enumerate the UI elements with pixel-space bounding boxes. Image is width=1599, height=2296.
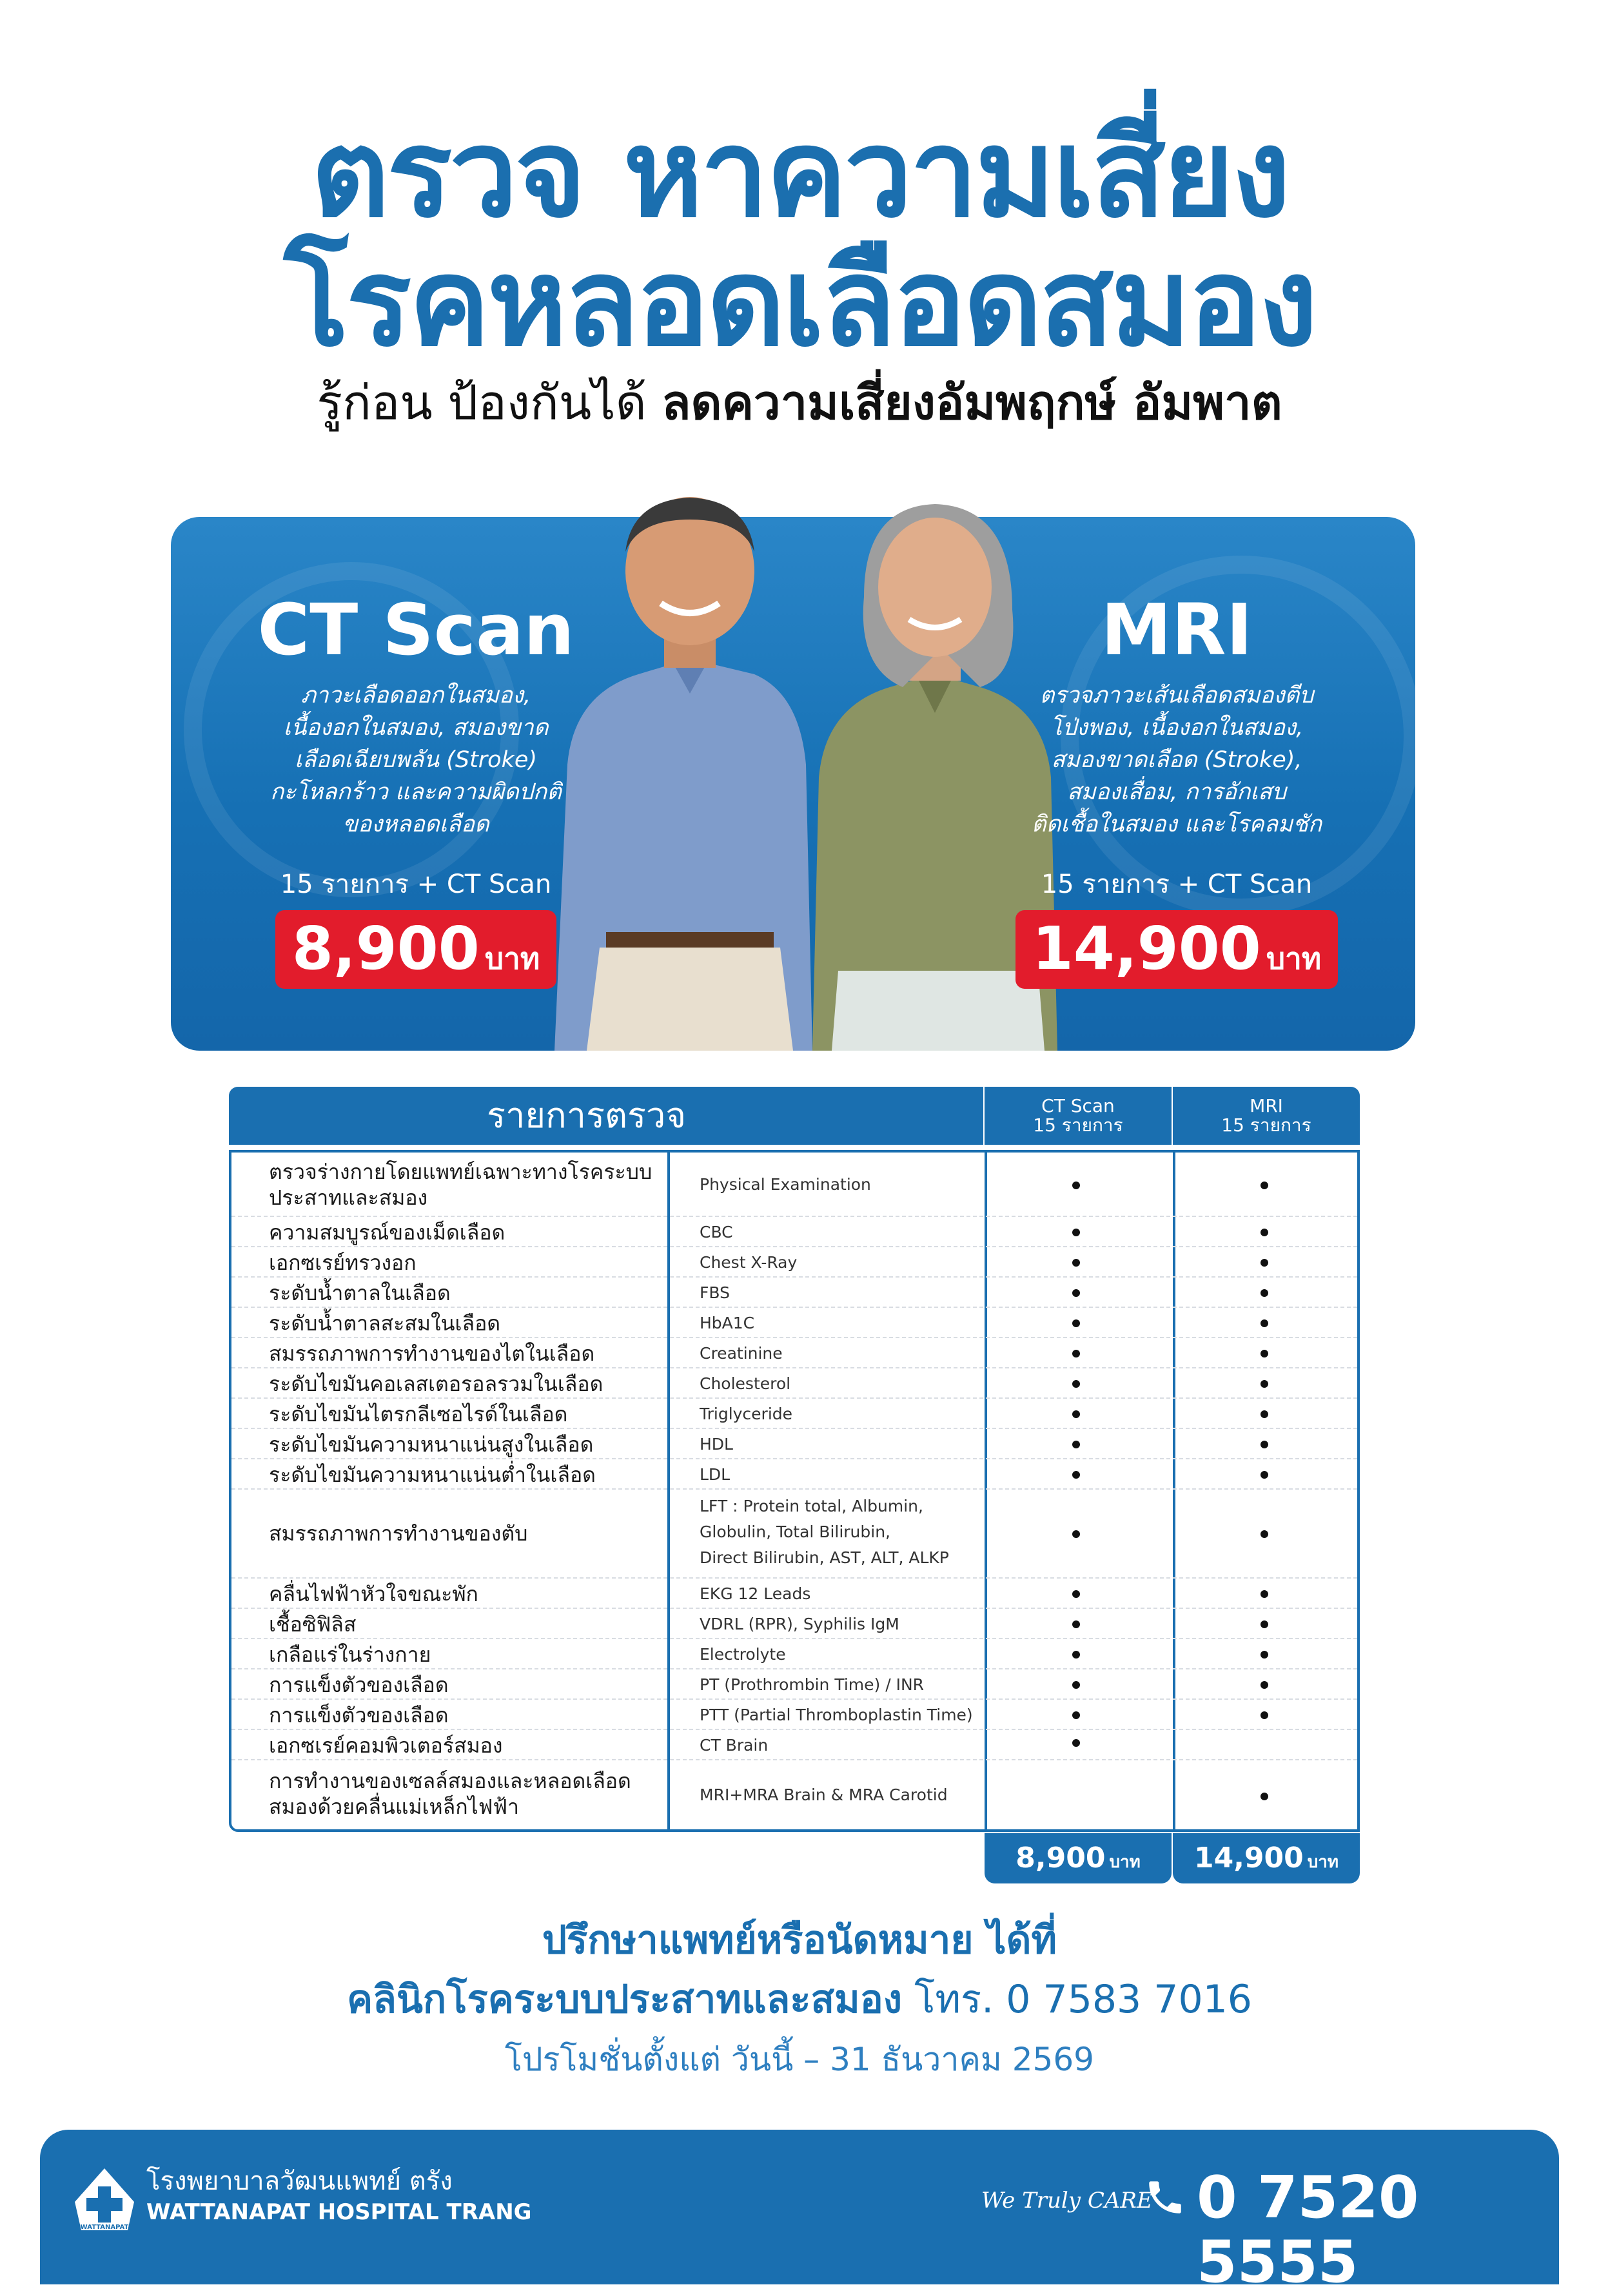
table-header-mri-name: MRI (1250, 1095, 1283, 1116)
mri-included-dot (1261, 1229, 1268, 1236)
checkup-table (229, 1150, 1360, 1832)
ct-desc-line: ของหลอดเลือด (342, 812, 489, 837)
mri-included-dot (1261, 1350, 1268, 1357)
table-row (231, 1760, 1357, 1832)
row-thai-label: ตรวจร่างกายโดยแพทย์เฉพาะทางโรคระบบ ประสาทและสมอง (269, 1160, 652, 1210)
table-header-ct-name: CT Scan (1041, 1095, 1115, 1116)
mri-included-dot (1261, 1319, 1268, 1327)
table-row (231, 1609, 1357, 1639)
row-english-label: LDL (700, 1465, 731, 1484)
title-line-1: ตรวจ หาความเสี่ยง (311, 103, 1288, 244)
row-english-label: Electrolyte (700, 1645, 786, 1664)
ct-included-dot (1072, 1471, 1080, 1479)
table-row (231, 1490, 1357, 1579)
row-english-label: Triglyceride (700, 1405, 793, 1423)
ct-included-dot (1072, 1410, 1080, 1418)
table-row (231, 1700, 1357, 1730)
clinic-name: คลินิกโรคระบบประสาทและสมอง (347, 1977, 903, 2022)
ct-included-dot (1072, 1651, 1080, 1659)
ct-included-dot (1072, 1441, 1080, 1448)
mri-included-dot (1261, 1620, 1268, 1628)
table-header-ct (985, 1087, 1172, 1145)
mri-included-dot (1261, 1410, 1268, 1418)
row-thai-label: เชื้อซิฟิลิส (269, 1612, 357, 1637)
contact-heading: ปรึกษาแพทย์หรือนัดหมาย ได้ที่ (542, 1918, 1057, 1963)
row-thai-label: สมรรถภาพการทำงานของตับ (269, 1521, 528, 1546)
mri-included-dot (1261, 1651, 1268, 1659)
phone-icon (1144, 2176, 1186, 2219)
mri-desc-line: สมองเสื่อม, การอักเสบ (1067, 779, 1286, 805)
row-english-label: EKG 12 Leads (700, 1584, 811, 1603)
mri-included-dot (1261, 1793, 1268, 1800)
subtitle (0, 371, 1599, 435)
ct-included-dot (1072, 1739, 1080, 1747)
row-thai-label: ระดับไขมันความหนาแน่นสูงในเลือด (269, 1432, 594, 1457)
table-header-ct-count: 15 รายการ (1033, 1114, 1123, 1136)
mri-included-dot (1261, 1530, 1268, 1538)
row-thai-label: ระดับไขมันความหนาแน่นต่ำในเลือด (269, 1463, 596, 1487)
row-english-label: PT (Prothrombin Time) / INR (700, 1675, 925, 1694)
table-row (231, 1399, 1357, 1429)
row-english-label: MRI+MRA Brain & MRA Carotid (700, 1785, 948, 1804)
row-thai-label: การแข็งตัวของเลือด (269, 1673, 449, 1697)
mri-package (970, 588, 1383, 989)
ct-price-unit: บาท (484, 941, 540, 976)
ct-included-dot (1072, 1530, 1080, 1538)
ct-included-dot (1072, 1711, 1080, 1719)
table-row (231, 1368, 1357, 1399)
mri-package-description (970, 679, 1383, 841)
mri-total-price: 14,900 บาท (1173, 1833, 1360, 1883)
mri-included-dot (1261, 1441, 1268, 1448)
mri-included-dot (1261, 1380, 1268, 1388)
table-row (231, 1579, 1357, 1609)
row-thai-label: ระดับไขมันไตรกลีเซอไรด์ในเลือด (269, 1402, 568, 1426)
clinic-phone[interactable]: โทร. 0 7583 7016 (902, 1977, 1252, 2022)
hospital-phone[interactable]: 0 7520 5555 (1197, 2164, 1419, 2296)
row-english-label: Creatinine (700, 1344, 783, 1363)
subtitle-bold: ลดความเสี่ยงอัมพฤกษ์ อัมพาต (662, 375, 1282, 431)
row-thai-label: การทำงานของเซลล์สมองและหลอดเลือด สมองด้วยคลื่นแม่เหล็กไฟฟ้า (269, 1769, 631, 1819)
hospital-name-english: WATTANAPAT HOSPITAL TRANG (146, 2199, 532, 2225)
ct-desc-line: ภาวะเลือดออกในสมอง, (300, 683, 531, 708)
footer-bar (40, 2130, 1559, 2296)
hospital-logo-icon (72, 2166, 137, 2233)
table-header-main: รายการตรวจ (229, 1087, 983, 1145)
tagline: We Truly CARE (981, 2188, 1153, 2213)
ct-total-price: 8,900 บาท (985, 1833, 1172, 1883)
table-row (231, 1459, 1357, 1490)
mri-desc-line: ตรวจภาวะเส้นเลือดสมองตีบ (1039, 683, 1314, 708)
mri-price-badge (1015, 910, 1338, 989)
ct-included-dot (1072, 1620, 1080, 1628)
mri-package-count: 15 รายการ + CT Scan (1041, 870, 1313, 899)
table-row (231, 1730, 1357, 1760)
ct-included-dot (1072, 1182, 1080, 1189)
table-row (231, 1217, 1357, 1247)
row-thai-label: ระดับไขมันคอเลสเตอรอลรวมในเลือด (269, 1372, 603, 1396)
row-thai-label: ระดับน้ำตาลสะสมในเลือด (269, 1311, 501, 1336)
table-row (231, 1308, 1357, 1338)
row-english-label: Physical Examination (700, 1175, 871, 1194)
ct-included-dot (1072, 1319, 1080, 1327)
package-banner (171, 517, 1415, 1051)
ct-package (210, 588, 622, 989)
mri-included-dot (1261, 1259, 1268, 1267)
row-english-label: LFT : Protein total, Albumin, Globulin, Total Bilirubin, Direct Bilirubin, AST, ALT, ALKP (700, 1497, 949, 1567)
row-english-label: HDL (700, 1435, 733, 1454)
table-row (231, 1153, 1357, 1217)
row-thai-label: ระดับน้ำตาลในเลือด (269, 1281, 451, 1305)
ct-price: 8,900 (291, 914, 480, 983)
mri-desc-line: สมองขาดเลือด (Stroke), (1051, 747, 1302, 773)
ct-included-dot (1072, 1590, 1080, 1598)
table-row (231, 1429, 1357, 1459)
mri-included-dot (1261, 1471, 1268, 1479)
mri-price: 14,900 (1032, 914, 1261, 983)
ct-package-count: 15 รายการ + CT Scan (280, 870, 552, 899)
mri-desc-line: ติดเชื้อในสมอง และโรคลมชัก (1031, 812, 1322, 837)
title-line-2: โรคหลอดเลือดสมอง (284, 232, 1315, 373)
ct-price-badge (275, 910, 556, 989)
mri-desc-line: โป่งพอง, เนื้องอกในสมอง, (1050, 715, 1304, 741)
table-header-mri (1173, 1087, 1360, 1145)
table-row (231, 1247, 1357, 1278)
ct-desc-line: กะโหลกร้าว และความผิดปกติ (270, 779, 562, 805)
table-row (231, 1338, 1357, 1368)
row-english-label: HbA1C (700, 1314, 755, 1332)
row-thai-label: สมรรถภาพการทำงานของไตในเลือด (269, 1341, 595, 1366)
ct-package-name: CT Scan (257, 589, 574, 671)
row-english-label: PTT (Partial Thromboplastin Time) (700, 1706, 973, 1724)
row-english-label: CBC (700, 1223, 733, 1241)
ct-package-description (210, 679, 622, 841)
ct-included-dot (1072, 1350, 1080, 1357)
mri-included-dot (1261, 1182, 1268, 1189)
mri-included-dot (1261, 1289, 1268, 1297)
mri-package-name: MRI (1101, 589, 1253, 671)
mri-included-dot (1261, 1711, 1268, 1719)
row-thai-label: เอกซเรย์คอมพิวเตอร์สมอง (269, 1733, 503, 1758)
row-thai-label: เอกซเรย์ทรวงอก (269, 1250, 417, 1275)
row-thai-label: เกลือแร่ในร่างกาย (269, 1642, 431, 1667)
table-row (231, 1639, 1357, 1669)
row-thai-label: คลื่นไฟฟ้าหัวใจขณะพัก (269, 1582, 478, 1606)
ct-included-dot (1072, 1259, 1080, 1267)
hospital-name-thai: โรงพยาบาลวัฒนแพทย์ ตรัง (146, 2166, 453, 2196)
ct-desc-line: เนื้องอกในสมอง, สมองขาด (283, 715, 549, 741)
row-english-label: Chest X-Ray (700, 1253, 798, 1272)
row-thai-label: การแข็งตัวของเลือด (269, 1703, 449, 1727)
ct-included-dot (1072, 1380, 1080, 1388)
ct-included-dot (1072, 1289, 1080, 1297)
contact-clinic-line (0, 1974, 1599, 2025)
svg-text:WATTANAPAT: WATTANAPAT (80, 2224, 129, 2231)
table-row (231, 1278, 1357, 1308)
row-english-label: VDRL (RPR), Syphilis IgM (700, 1615, 899, 1633)
row-english-label: CT Brain (700, 1736, 769, 1755)
table-header-mri-count: 15 รายการ (1221, 1114, 1311, 1136)
ct-included-dot (1072, 1229, 1080, 1236)
row-thai-label: ความสมบูรณ์ของเม็ดเลือด (269, 1220, 505, 1245)
mri-included-dot (1261, 1590, 1268, 1598)
ct-desc-line: เลือดเฉียบพลัน (Stroke) (294, 747, 538, 773)
table-row (231, 1669, 1357, 1700)
subtitle-regular: รู้ก่อน ป้องกันได้ (317, 375, 662, 431)
row-english-label: FBS (700, 1283, 730, 1302)
mri-included-dot (1261, 1681, 1268, 1689)
promo-period: โปรโมชั่นตั้งแต่ วันนี้ – 31 ธันวาคม 2569 (505, 2041, 1094, 2078)
mri-price-unit: บาท (1266, 941, 1322, 976)
ct-included-dot (1072, 1681, 1080, 1689)
row-english-label: Cholesterol (700, 1374, 791, 1393)
